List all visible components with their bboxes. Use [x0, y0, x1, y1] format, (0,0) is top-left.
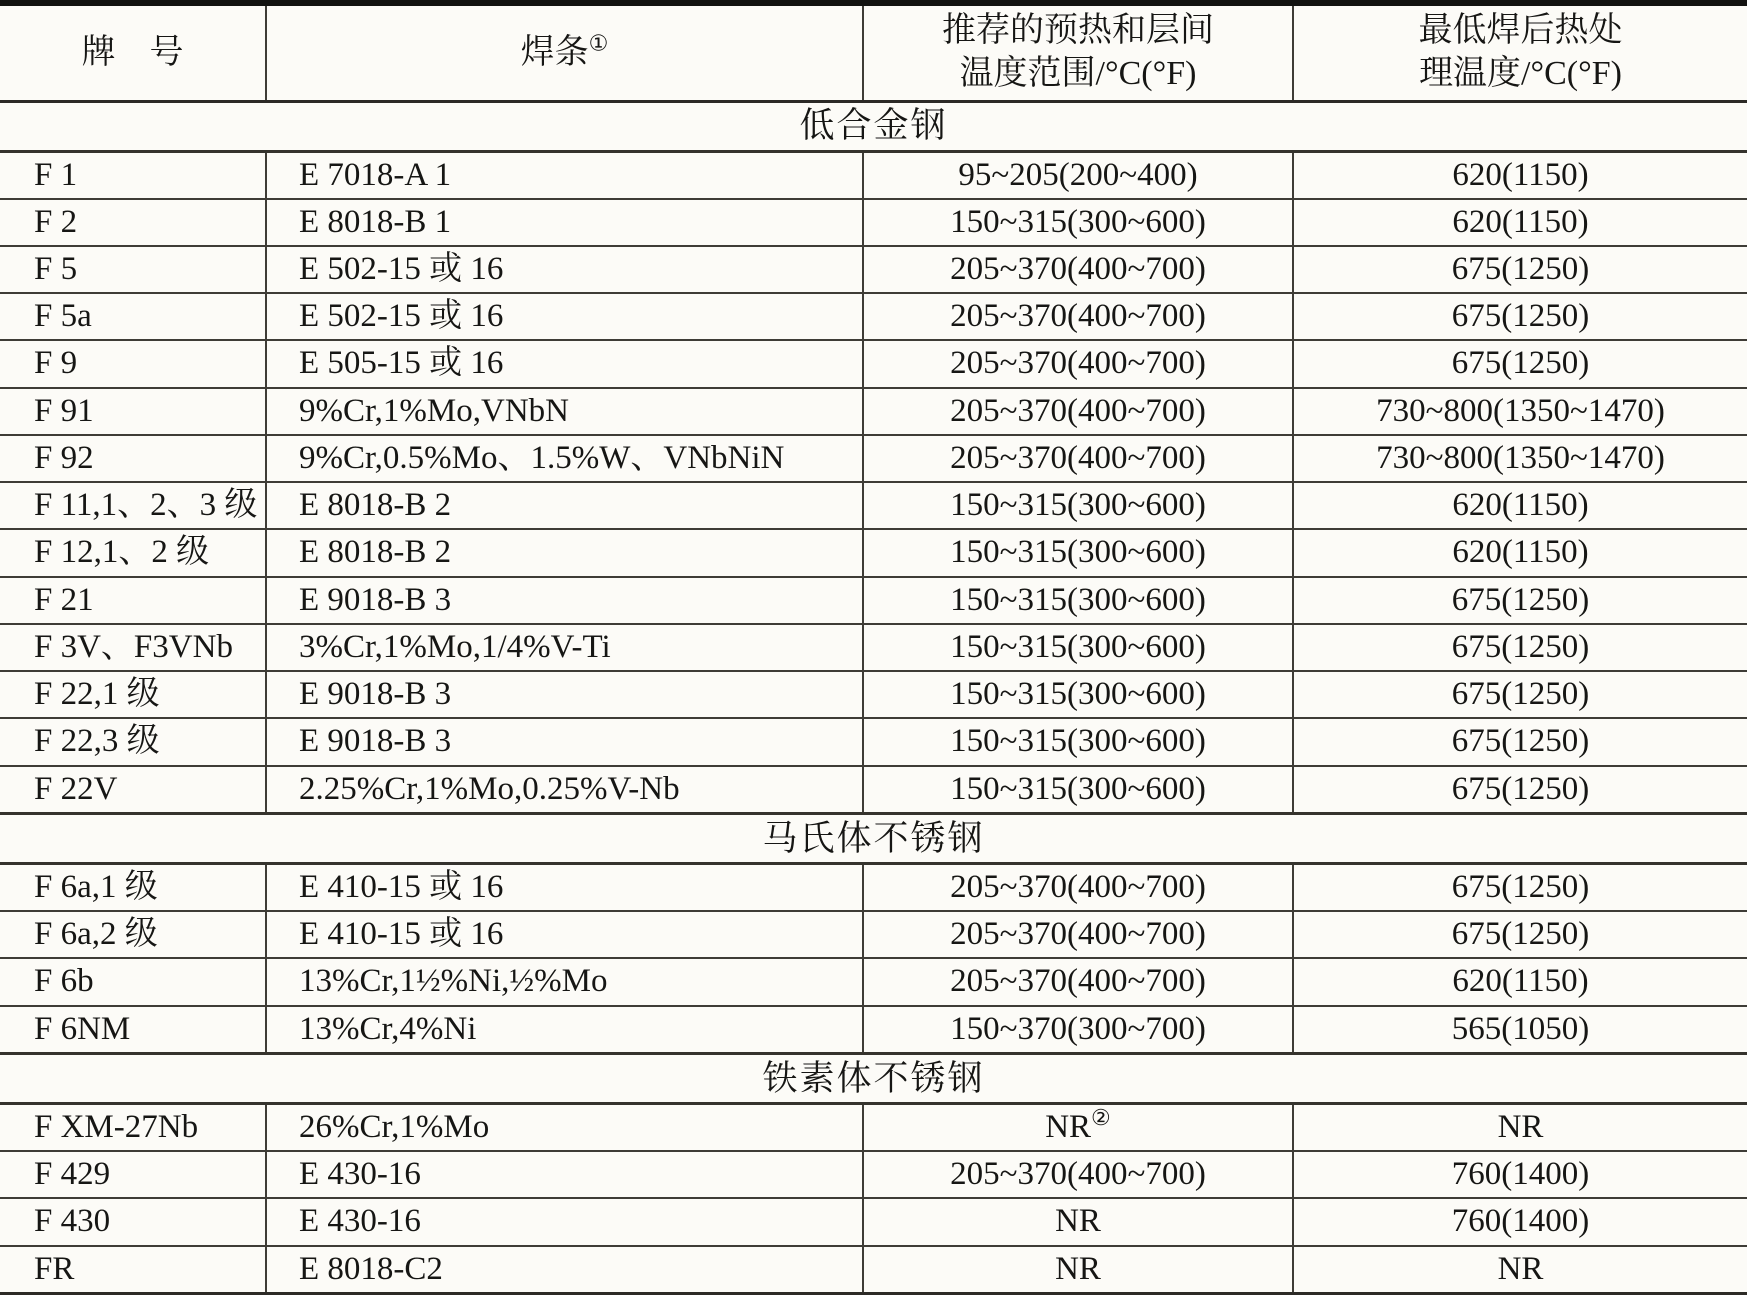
pwht-cell: 760(1400) — [1293, 1151, 1747, 1198]
pwht-cell: 620(1150) — [1293, 482, 1747, 529]
table-row — [0, 1006, 1747, 1054]
preheat-cell: 205~370(400~700) — [863, 246, 1293, 293]
pwht-cell: 675(1250) — [1293, 246, 1747, 293]
electrode-cell: E 505-15 或 16 — [266, 340, 863, 387]
electrode-cell: 26%Cr,1%Mo — [266, 1103, 863, 1151]
preheat-cell: 150~315(300~600) — [863, 482, 1293, 529]
table-row — [0, 529, 1747, 576]
pwht-cell: 675(1250) — [1293, 863, 1747, 911]
electrode-cell: E 502-15 或 16 — [266, 246, 863, 293]
preheat-cell: 150~315(300~600) — [863, 624, 1293, 671]
preheat-cell: NR — [863, 1246, 1293, 1294]
col-header-electrode — [266, 3, 863, 101]
grade-cell: F 430 — [0, 1198, 266, 1245]
preheat-cell: 95~205(200~400) — [863, 151, 1293, 199]
table-row — [0, 1103, 1747, 1151]
preheat-cell: 150~370(300~700) — [863, 1006, 1293, 1054]
col-header-preheat-line2: 温度范围/°C(°F) — [959, 54, 1197, 92]
electrode-cell: E 430-16 — [266, 1151, 863, 1198]
table-row — [0, 958, 1747, 1005]
section-title: 铁素体不锈钢 — [0, 1053, 1747, 1103]
preheat-cell: 205~370(400~700) — [863, 293, 1293, 340]
preheat-cell: 205~370(400~700) — [863, 958, 1293, 1005]
grade-cell: F 92 — [0, 435, 266, 482]
grade-cell: F 5a — [0, 293, 266, 340]
electrode-cell: E 8018-B 1 — [266, 199, 863, 246]
section-header-row-ferritic-stainless — [0, 1053, 1747, 1103]
grade-cell: F 11,1、2、3 级 — [0, 482, 266, 529]
col-header-pwht-line1: 最低焊后热处 — [1418, 12, 1623, 50]
table-header-row — [0, 3, 1747, 101]
electrode-cell: E 9018-B 3 — [266, 718, 863, 765]
grade-cell: F 12,1、2 级 — [0, 529, 266, 576]
table-row — [0, 151, 1747, 199]
grade-cell: F 3V、F3VNb — [0, 624, 266, 671]
table-row — [0, 1151, 1747, 1198]
pwht-cell: 620(1150) — [1293, 529, 1747, 576]
col-header-pwht — [1293, 3, 1747, 101]
section-header-row-martensitic-stainless — [0, 813, 1747, 863]
electrode-cell: 2.25%Cr,1%Mo,0.25%V-Nb — [266, 766, 863, 814]
pwht-cell: NR — [1293, 1103, 1747, 1151]
col-header-pwht-line2: 理温度/°C(°F) — [1419, 54, 1622, 92]
preheat-cell: NR — [863, 1198, 1293, 1245]
grade-cell: F 6a,2 级 — [0, 911, 266, 958]
table-row — [0, 482, 1747, 529]
col-header-grade — [0, 3, 266, 101]
electrode-cell: 9%Cr,0.5%Mo、1.5%W、VNbNiN — [266, 435, 863, 482]
table-row — [0, 766, 1747, 814]
grade-cell: F 22,1 级 — [0, 671, 266, 718]
electrode-cell: 13%Cr,4%Ni — [266, 1006, 863, 1054]
col-header-preheat-line1: 推荐的预热和层间 — [942, 12, 1214, 50]
section-title: 马氏体不锈钢 — [0, 813, 1747, 863]
electrode-cell: E 9018-B 3 — [266, 671, 863, 718]
col-header-grade-label: 牌 号 — [81, 33, 184, 71]
pwht-cell: NR — [1293, 1246, 1747, 1294]
grade-cell: F 5 — [0, 246, 266, 293]
table-row — [0, 1246, 1747, 1294]
preheat-cell: 150~315(300~600) — [863, 577, 1293, 624]
electrode-cell: E 8018-B 2 — [266, 529, 863, 576]
grade-cell: F XM-27Nb — [0, 1103, 266, 1151]
col-header-preheat — [863, 3, 1293, 101]
table-row — [0, 293, 1747, 340]
table-row — [0, 624, 1747, 671]
pwht-cell: 675(1250) — [1293, 293, 1747, 340]
col-header-electrode-label: 焊条 — [520, 33, 589, 71]
section-title: 低合金钢 — [0, 101, 1747, 151]
preheat-cell: 150~315(300~600) — [863, 671, 1293, 718]
electrode-cell: E 7018-A 1 — [266, 151, 863, 199]
pwht-cell: 675(1250) — [1293, 624, 1747, 671]
table-row — [0, 388, 1747, 435]
grade-cell: F 6a,1 级 — [0, 863, 266, 911]
grade-cell: FR — [0, 1246, 266, 1294]
pwht-cell: 675(1250) — [1293, 340, 1747, 387]
preheat-cell: 205~370(400~700) — [863, 863, 1293, 911]
electrode-cell: E 8018-B 2 — [266, 482, 863, 529]
preheat-cell — [863, 1103, 1293, 1151]
electrode-cell: 13%Cr,1½%Ni,½%Mo — [266, 958, 863, 1005]
footnote-1-marker: ① — [588, 30, 609, 56]
section-header-row-low-alloy-steel — [0, 101, 1747, 151]
grade-cell: F 9 — [0, 340, 266, 387]
preheat-cell: 205~370(400~700) — [863, 1151, 1293, 1198]
electrode-cell: E 8018-C2 — [266, 1246, 863, 1294]
table-row — [0, 340, 1747, 387]
table-row — [0, 863, 1747, 911]
grade-cell: F 22,3 级 — [0, 718, 266, 765]
grade-cell: F 21 — [0, 577, 266, 624]
pwht-cell: 620(1150) — [1293, 199, 1747, 246]
preheat-cell: 150~315(300~600) — [863, 718, 1293, 765]
electrode-cell: E 502-15 或 16 — [266, 293, 863, 340]
pwht-cell: 675(1250) — [1293, 911, 1747, 958]
pwht-cell: 620(1150) — [1293, 958, 1747, 1005]
pwht-cell: 730~800(1350~1470) — [1293, 388, 1747, 435]
footnote-2-marker: ② — [1091, 1104, 1111, 1130]
electrode-cell: 9%Cr,1%Mo,VNbN — [266, 388, 863, 435]
grade-cell: F 429 — [0, 1151, 266, 1198]
pwht-cell: 730~800(1350~1470) — [1293, 435, 1747, 482]
pwht-cell: 565(1050) — [1293, 1006, 1747, 1054]
table-row — [0, 911, 1747, 958]
grade-cell: F 22V — [0, 766, 266, 814]
grade-cell: F 1 — [0, 151, 266, 199]
grade-cell: F 6b — [0, 958, 266, 1005]
pwht-cell: 675(1250) — [1293, 577, 1747, 624]
table-row — [0, 435, 1747, 482]
table-row — [0, 718, 1747, 765]
preheat-cell: 205~370(400~700) — [863, 435, 1293, 482]
grade-cell: F 91 — [0, 388, 266, 435]
preheat-cell: 150~315(300~600) — [863, 199, 1293, 246]
pwht-cell: 675(1250) — [1293, 671, 1747, 718]
pwht-cell: 760(1400) — [1293, 1198, 1747, 1245]
pwht-cell: 675(1250) — [1293, 766, 1747, 814]
table-row — [0, 199, 1747, 246]
grade-cell: F 6NM — [0, 1006, 266, 1054]
table-row — [0, 246, 1747, 293]
pwht-cell: 675(1250) — [1293, 718, 1747, 765]
preheat-cell: 150~315(300~600) — [863, 766, 1293, 814]
grade-cell: F 2 — [0, 199, 266, 246]
electrode-cell: E 9018-B 3 — [266, 577, 863, 624]
electrode-cell: E 410-15 或 16 — [266, 863, 863, 911]
preheat-cell: 205~370(400~700) — [863, 340, 1293, 387]
table-row — [0, 577, 1747, 624]
preheat-cell: 205~370(400~700) — [863, 911, 1293, 958]
electrode-cell: E 430-16 — [266, 1198, 863, 1245]
preheat-value: NR — [1045, 1108, 1092, 1145]
electrode-cell: 3%Cr,1%Mo,1/4%V-Ti — [266, 624, 863, 671]
pwht-cell: 620(1150) — [1293, 151, 1747, 199]
electrode-cell: E 410-15 或 16 — [266, 911, 863, 958]
table-row — [0, 671, 1747, 718]
preheat-cell: 205~370(400~700) — [863, 388, 1293, 435]
table-row — [0, 1198, 1747, 1245]
preheat-cell: 150~315(300~600) — [863, 529, 1293, 576]
